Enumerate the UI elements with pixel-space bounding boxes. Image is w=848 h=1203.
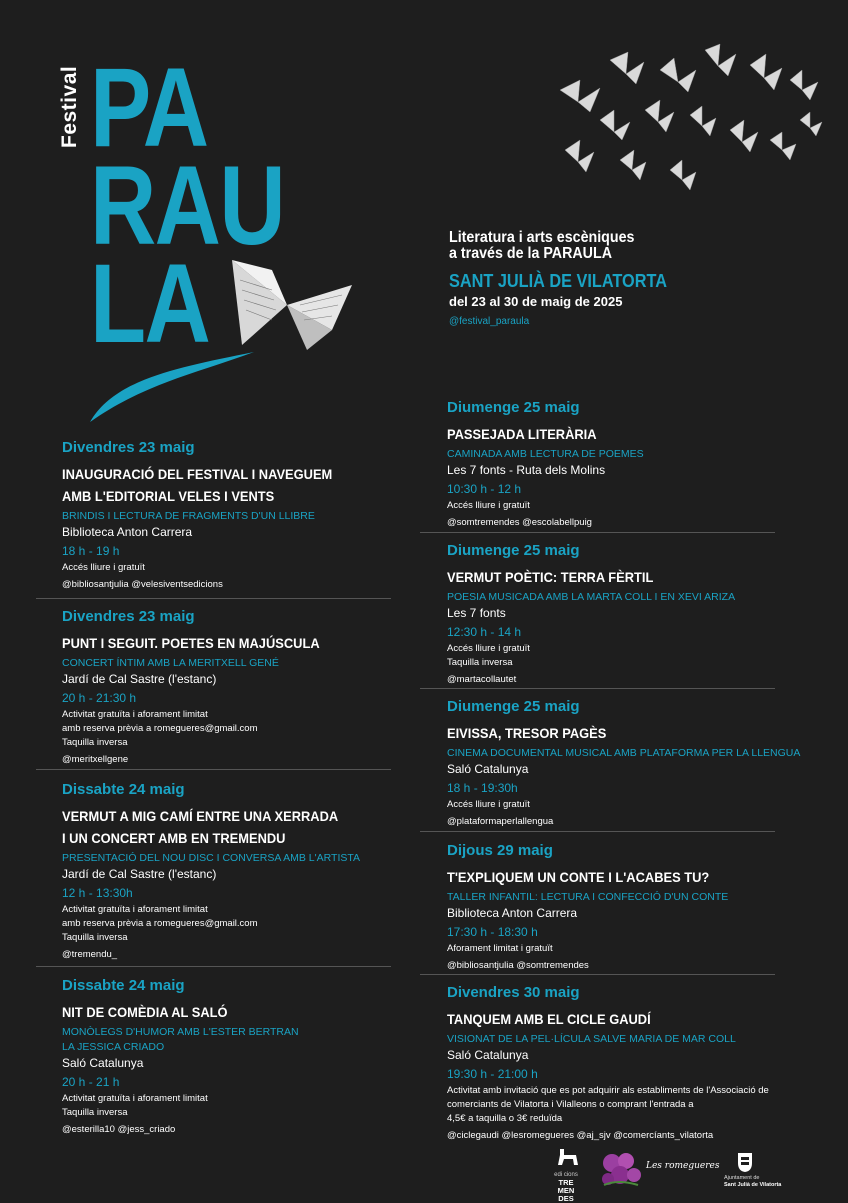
romegueres-text: Les romegueres xyxy=(646,1161,720,1171)
event-note: 4,5€ a taquilla o 3€ reduïda xyxy=(447,1113,563,1124)
festival-handle: @festival_paraula xyxy=(449,316,530,327)
event-note: Accés lliure i gratuït xyxy=(447,643,530,654)
divider xyxy=(420,688,775,689)
event-time: 12 h - 13:30h xyxy=(62,886,133,900)
event-handles: @martacollautet xyxy=(447,674,517,685)
event-date: Dijous 29 maig xyxy=(447,842,553,859)
event-place: Biblioteca Anton Carrera xyxy=(447,906,578,920)
event-place: Jardí de Cal Sastre (l'estanc) xyxy=(62,672,217,686)
event-card xyxy=(62,607,432,768)
festival-tagline xyxy=(449,230,634,262)
event-title-line: TANQUEM AMB EL CICLE GAUDÍ xyxy=(447,1011,651,1027)
event-title-line: I UN CONCERT AMB EN TREMENDU xyxy=(62,830,286,846)
event-note: Accés lliure i gratuït xyxy=(62,562,145,573)
event-handles: @tremendu_ xyxy=(62,949,118,960)
event-title-line: T'EXPLIQUEM UN CONTE I L'ACABES TU? xyxy=(447,869,710,885)
event-place: Les 7 fonts xyxy=(447,606,506,620)
event-subtitle: MONÒLEGS D'HUMOR AMB L'ESTER BERTRAN xyxy=(62,1026,299,1038)
event-title-line: VERMUT POÈTIC: TERRA FÈRTIL xyxy=(447,569,654,585)
event-note: amb reserva prèvia a romegueres@gmail.com xyxy=(62,723,258,734)
ajuntament-line-1: Ajuntament de xyxy=(724,1175,760,1181)
event-handles: @ciclegaudi @lesromegueres @aj_sjv @comercíants_vilatorta xyxy=(447,1130,714,1141)
event-subtitle: CINEMA DOCUMENTAL MUSICAL AMB PLATAFORMA PER LA LLENGUA xyxy=(447,747,801,759)
event-time: 20 h - 21:30 h xyxy=(62,691,137,705)
event-card xyxy=(62,976,432,1138)
tagline-line-2: a través de la PARAULA xyxy=(449,245,612,262)
event-handles: @bibliosantjulia @somtremendes xyxy=(447,960,589,971)
divider xyxy=(36,769,391,770)
event-subtitle: CAMINADA AMB LECTURA DE POEMES xyxy=(447,448,644,460)
event-date: Diumenge 25 maig xyxy=(447,698,580,715)
title-line-3: LA xyxy=(90,241,210,366)
event-note: Activitat amb invitació que es pot adquirir als establiments de l'Associació de xyxy=(447,1085,769,1096)
event-title-line: EIVISSA, TRESOR PAGÈS xyxy=(447,725,607,741)
event-note: comerciants de Vilatorta i Vilalleons o comprant l'entrada a xyxy=(447,1099,694,1110)
event-handles: @somtremendes @escolabellpuig xyxy=(447,517,592,528)
flower-icon xyxy=(598,1149,648,1189)
festival-dates: del 23 al 30 de maig de 2025 xyxy=(449,294,623,309)
divider xyxy=(420,532,775,533)
event-date: Divendres 30 maig xyxy=(447,984,580,1001)
event-subtitle: CONCERT ÍNTIM AMB LA MERITXELL GENÉ xyxy=(62,657,279,669)
title-line-2: RAU xyxy=(90,143,285,268)
event-note: Accés lliure i gratuït xyxy=(447,500,530,511)
festival-word xyxy=(58,64,88,148)
event-subtitle: BRINDIS I LECTURA DE FRAGMENTS D'UN LLIBRE xyxy=(62,510,315,522)
event-card xyxy=(447,398,817,531)
shield-icon xyxy=(736,1151,754,1173)
event-handles: @meritxellgene xyxy=(62,754,129,765)
event-note: Aforament limitat i gratuït xyxy=(447,943,553,954)
event-card xyxy=(62,438,432,593)
event-date: Divendres 23 maig xyxy=(62,608,195,625)
event-place: Biblioteca Anton Carrera xyxy=(62,525,193,539)
butterfly-flock-graphic xyxy=(540,40,840,220)
event-date: Divendres 23 maig xyxy=(62,439,195,456)
event-card xyxy=(447,841,817,974)
event-note: Taquilla inversa xyxy=(62,932,128,943)
ajuntament-line-2: Sant Julià de Vilatorta xyxy=(724,1182,782,1188)
tagline-line-1: Literatura i arts escèniques xyxy=(449,229,635,246)
title-line-1: PA xyxy=(90,45,208,170)
event-title-line: AMB L'EDITORIAL VELES I VENTS xyxy=(62,488,275,504)
event-place: Saló Catalunya xyxy=(62,1056,144,1070)
tremendes-small-text: edi cions xyxy=(554,1172,578,1178)
event-date: Diumenge 25 maig xyxy=(447,542,580,559)
event-time: 12:30 h - 14 h xyxy=(447,625,522,639)
romegueres-logo xyxy=(598,1147,720,1197)
event-note: Taquilla inversa xyxy=(62,737,128,748)
event-note: Taquilla inversa xyxy=(62,1107,128,1118)
festival-label: Festival xyxy=(58,65,81,148)
event-subtitle: VISIONAT DE LA PEL·LÍCULA SALVE MARIA DE MAR COLL xyxy=(447,1033,736,1045)
divider xyxy=(420,974,775,975)
event-subtitle: PRESENTACIÓ DEL NOU DISC I CONVERSA AMB L'ARTISTA xyxy=(62,852,361,864)
event-subtitle-line-2: LA JESSICA CRIADO xyxy=(62,1041,165,1053)
event-time: 18 h - 19:30h xyxy=(447,781,518,795)
event-place: Saló Catalunya xyxy=(447,762,529,776)
town-name: SANT JULIÀ DE VILATORTA xyxy=(449,270,667,291)
event-handles: @esterilla10 @jess_criado xyxy=(62,1124,176,1135)
paper-butterfly-icon xyxy=(212,250,362,360)
event-note: Activitat gratuïta i aforament limitat xyxy=(62,904,208,915)
divider xyxy=(36,966,391,967)
event-time: 18 h - 19 h xyxy=(62,544,120,558)
event-note: Activitat gratuïta i aforament limitat xyxy=(62,709,208,720)
event-title-line: VERMUT A MIG CAMÍ ENTRE UNA XERRADA xyxy=(62,808,339,824)
event-subtitle: TALLER INFANTIL: LECTURA I CONFECCIÓ D'UN CONTE xyxy=(447,891,729,903)
event-place: Jardí de Cal Sastre (l'estanc) xyxy=(62,867,217,881)
event-time: 19:30 h - 21:00 h xyxy=(447,1067,538,1081)
event-time: 10:30 h - 12 h xyxy=(447,482,522,496)
event-time: 17:30 h - 18:30 h xyxy=(447,925,538,939)
llama-icon xyxy=(548,1147,584,1167)
event-note: Accés lliure i gratuït xyxy=(447,799,530,810)
event-place: Les 7 fonts - Ruta dels Molins xyxy=(447,463,606,477)
tremendes-text: TRE MEN DES xyxy=(557,1178,575,1203)
event-date: Dissabte 24 maig xyxy=(62,781,185,798)
event-card xyxy=(447,983,817,1144)
event-note: Activitat gratuïta i aforament limitat xyxy=(62,1093,208,1104)
event-title-line: PASSEJADA LITERÀRIA xyxy=(447,426,597,442)
event-place: Saló Catalunya xyxy=(447,1048,529,1062)
event-note: amb reserva prèvia a romegueres@gmail.com xyxy=(62,918,258,929)
event-time: 20 h - 21 h xyxy=(62,1075,120,1089)
divider xyxy=(36,598,391,599)
event-date: Diumenge 25 maig xyxy=(447,399,580,416)
event-title-line: NIT DE COMÈDIA AL SALÓ xyxy=(62,1004,228,1020)
ajuntament-logo xyxy=(722,1147,806,1197)
divider xyxy=(420,831,775,832)
event-note: Taquilla inversa xyxy=(447,657,513,668)
event-handles: @bibliosantjulia @velesiventsedicions xyxy=(62,579,223,590)
event-title-line: PUNT I SEGUIT. POETES EN MAJÚSCULA xyxy=(62,635,320,651)
event-subtitle: POESIA MUSICADA AMB LA MARTA COLL I EN XEVI ARIZA xyxy=(447,591,736,603)
event-handles: @plataformaperlallengua xyxy=(447,816,554,827)
event-card xyxy=(447,541,817,688)
event-card xyxy=(62,780,432,963)
tremendes-logo xyxy=(548,1147,584,1203)
event-card xyxy=(447,697,817,830)
event-date: Dissabte 24 maig xyxy=(62,977,185,994)
event-title-line: INAUGURACIÓ DEL FESTIVAL I NAVEGUEM xyxy=(62,466,333,482)
